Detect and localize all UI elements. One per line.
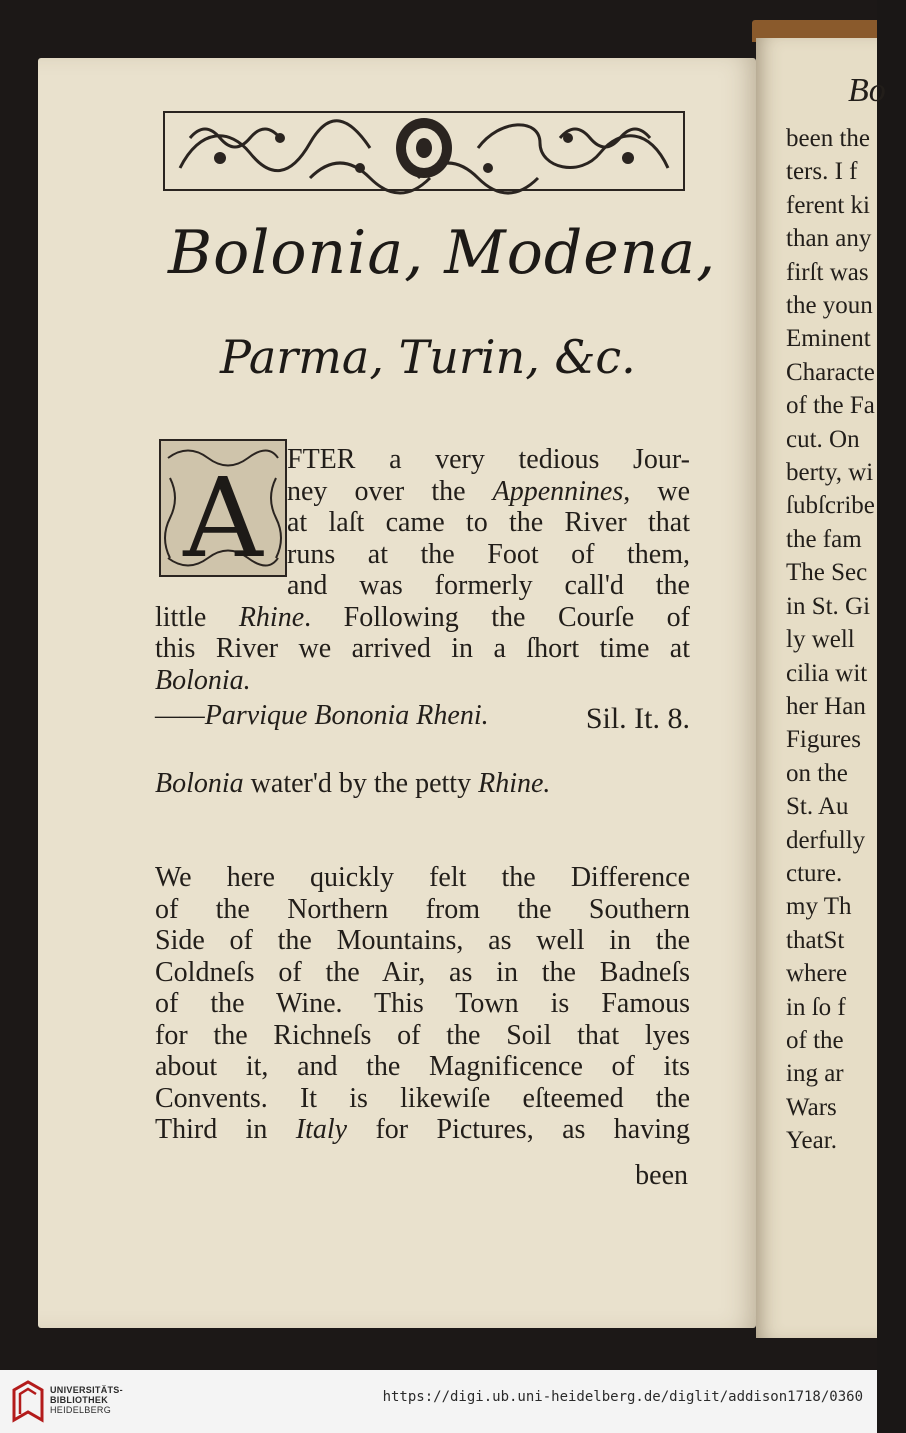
right-page-line: Figures: [786, 726, 861, 754]
text-line: Bolonia.: [155, 664, 251, 696]
text-line: We here quickly felt the Difference: [155, 862, 690, 893]
text-line: runs at the Foot of them,: [287, 538, 690, 570]
text-line: of the Wine. This Town is Famous: [155, 988, 690, 1019]
right-page-line: ſubſcribe: [786, 492, 875, 520]
right-page-line: Wars: [786, 1093, 837, 1121]
catchword: been: [635, 1160, 688, 1191]
right-page-line: in St. Gi: [786, 592, 871, 620]
right-page-text: [786, 122, 906, 1158]
right-page-line: The Sec: [786, 559, 868, 587]
right-page-line: ly well: [786, 626, 855, 654]
quote-verse: ——Parvique Bononia Rheni.: [155, 700, 489, 731]
text-line: about it, and the Magnificence of its: [155, 1051, 690, 1082]
text-line: FTER a very tedious Jour-: [287, 444, 690, 475]
right-page-line: ferent ki: [786, 191, 870, 219]
right-page-line: been the: [786, 125, 870, 152]
quote-translation: Bolonia water'd by the petty Rhine.: [155, 768, 551, 799]
page-title: Bolonia, Modena,: [168, 218, 717, 288]
library-name: UNIVERSITÄTS- BIBLIOTHEK HEIDELBERG: [50, 1385, 123, 1415]
latin-quote: [155, 700, 690, 735]
right-page-heading: Bo: [848, 72, 886, 109]
text-line: Side of the Mountains, as well in the: [155, 925, 690, 956]
text-line: Coldneſs of the Air, as in the Badneſs: [155, 956, 690, 988]
university-logo-icon[interactable]: [10, 1380, 46, 1424]
text-line: this River we arrived in a ſhort time at: [155, 633, 690, 664]
right-page-line: ing ar: [786, 1060, 844, 1088]
text-line: ney over the Appennines, we: [287, 475, 690, 507]
right-page-line: than any: [786, 225, 872, 253]
right-page-line: my Th: [786, 893, 852, 921]
right-page-line: the fam: [786, 525, 862, 553]
right-page-line: cut. On: [786, 425, 860, 453]
paragraph-2: [155, 862, 690, 1146]
right-page-line: thatSt: [786, 926, 845, 954]
right-page-line: of the: [786, 1026, 844, 1054]
text-line: Convents. It is likewiſe eſteemed the: [155, 1082, 690, 1114]
headpiece-ornament-icon: [160, 108, 688, 194]
right-page-line: cilia wit: [786, 659, 868, 687]
right-page-line: firſt was: [786, 258, 869, 286]
text-line: little Rhine. Following the Courſe of: [155, 601, 690, 633]
right-page-line: Year.: [786, 1127, 837, 1155]
text-line: for the Richneſs of the Soil that lyes: [155, 1019, 690, 1051]
text-line: at laſt came to the River that: [287, 507, 690, 538]
text-line: Third in Italy for Pictures, as having: [155, 1114, 690, 1145]
text-line: and was formerly call'd the: [287, 570, 690, 601]
paragraph-1: [155, 444, 690, 696]
right-page-line: of the Fa: [786, 392, 875, 420]
right-page-line: ters. I f: [786, 158, 858, 186]
right-page-line: her Han: [786, 692, 866, 720]
right-page-line: the youn: [786, 292, 873, 320]
page-subtitle: Parma, Turin, &c.: [220, 330, 636, 384]
right-page-line: berty, wi: [786, 459, 874, 487]
right-page-line: St. Au: [786, 793, 849, 821]
right-page-line: where: [786, 960, 848, 988]
page-url-link[interactable]: https://digi.ub.uni-heidelberg.de/diglit/addison1718/0360: [382, 1389, 863, 1405]
quote-reference: Sil. It. 8.: [585, 702, 690, 735]
right-page-line: Characte: [786, 358, 875, 386]
right-page-line: on the: [786, 759, 848, 787]
right-page-line: in ſo f: [786, 993, 846, 1021]
right-page-line: cture.: [786, 859, 843, 887]
text-line: of the Northern from the Southern: [155, 893, 690, 925]
right-page-line: Eminent: [786, 325, 871, 353]
dropcap-letter: A: [183, 454, 263, 582]
viewer-footer: [0, 1370, 877, 1433]
right-page-line: derfully: [786, 826, 866, 854]
